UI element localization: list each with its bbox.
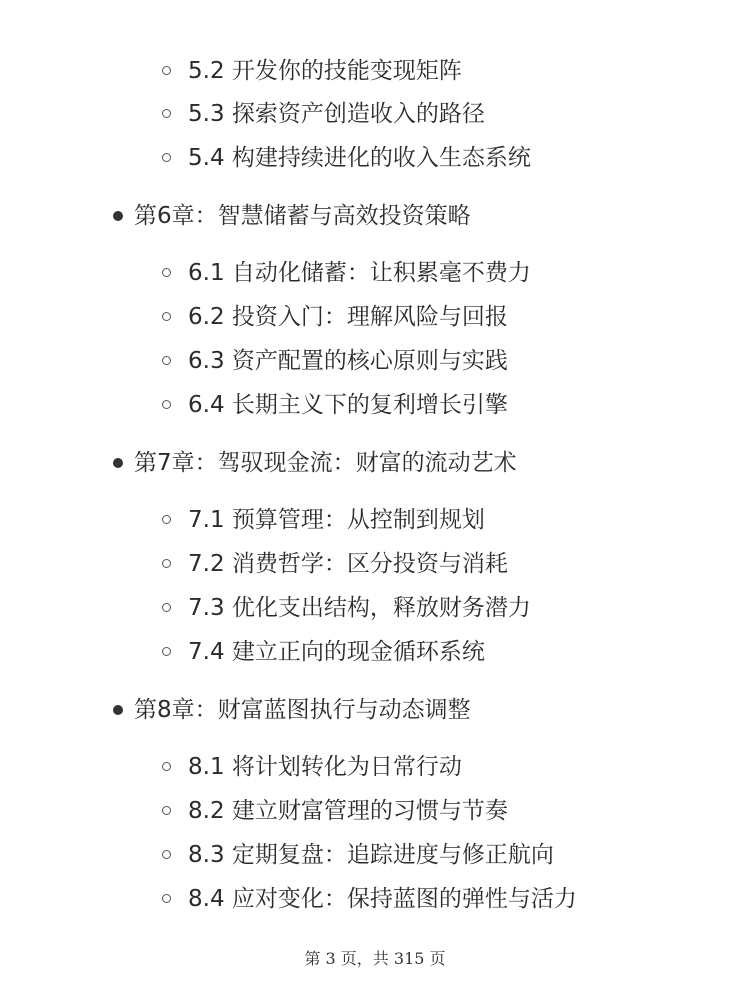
hollow-bullet-icon (162, 312, 171, 321)
toc-chapter-label: 第6章：智慧储蓄与高效投资策略 (134, 203, 471, 229)
toc-section-label: 6.1 自动化储蓄：让积累毫不费力 (188, 260, 531, 286)
toc-section-label: 8.4 应对变化：保持蓝图的弹性与活力 (188, 886, 577, 912)
toc-section-label: 6.2 投资入门：理解风险与回报 (188, 304, 508, 330)
toc-section-label: 6.4 长期主义下的复利增长引擎 (188, 392, 508, 418)
filled-bullet-icon (113, 458, 123, 468)
hollow-bullet-icon (162, 647, 171, 656)
toc-section-label: 8.3 定期复盘：追踪进度与修正航向 (188, 842, 554, 868)
toc-chapter-label: 第8章：财富蓝图执行与动态调整 (134, 697, 471, 723)
toc-section-label: 7.4 建立正向的现金循环系统 (188, 639, 485, 665)
hollow-bullet-icon (162, 850, 171, 859)
hollow-bullet-icon (162, 559, 171, 568)
toc-section-label: 7.2 消费哲学：区分投资与消耗 (188, 551, 508, 577)
hollow-bullet-icon (162, 894, 171, 903)
hollow-bullet-icon (162, 356, 171, 365)
toc-section-label: 5.4 构建持续进化的收入生态系统 (188, 145, 531, 171)
hollow-bullet-icon (162, 806, 171, 815)
toc-section-label: 7.3 优化支出结构，释放财务潜力 (188, 595, 531, 621)
toc-section-label: 6.3 资产配置的核心原则与实践 (188, 348, 508, 374)
hollow-bullet-icon (162, 400, 171, 409)
page-number-footer: 第 3 页，共 315 页 (304, 949, 446, 968)
toc-chapter-label: 第7章：驾驭现金流：财富的流动艺术 (134, 450, 517, 476)
filled-bullet-icon (113, 705, 123, 715)
hollow-bullet-icon (162, 762, 171, 771)
toc-section-label: 8.1 将计划转化为日常行动 (188, 754, 462, 780)
hollow-bullet-icon (162, 109, 171, 118)
hollow-bullet-icon (162, 515, 171, 524)
filled-bullet-icon (113, 211, 123, 221)
hollow-bullet-icon (162, 268, 171, 277)
toc-section-label: 8.2 建立财富管理的习惯与节奏 (188, 798, 508, 824)
toc-section-label: 7.1 预算管理：从控制到规划 (188, 507, 485, 533)
hollow-bullet-icon (162, 66, 171, 75)
toc-section-label: 5.3 探索资产创造收入的路径 (188, 101, 485, 127)
hollow-bullet-icon (162, 153, 171, 162)
hollow-bullet-icon (162, 603, 171, 612)
toc-section-label: 5.2 开发你的技能变现矩阵 (188, 58, 462, 84)
